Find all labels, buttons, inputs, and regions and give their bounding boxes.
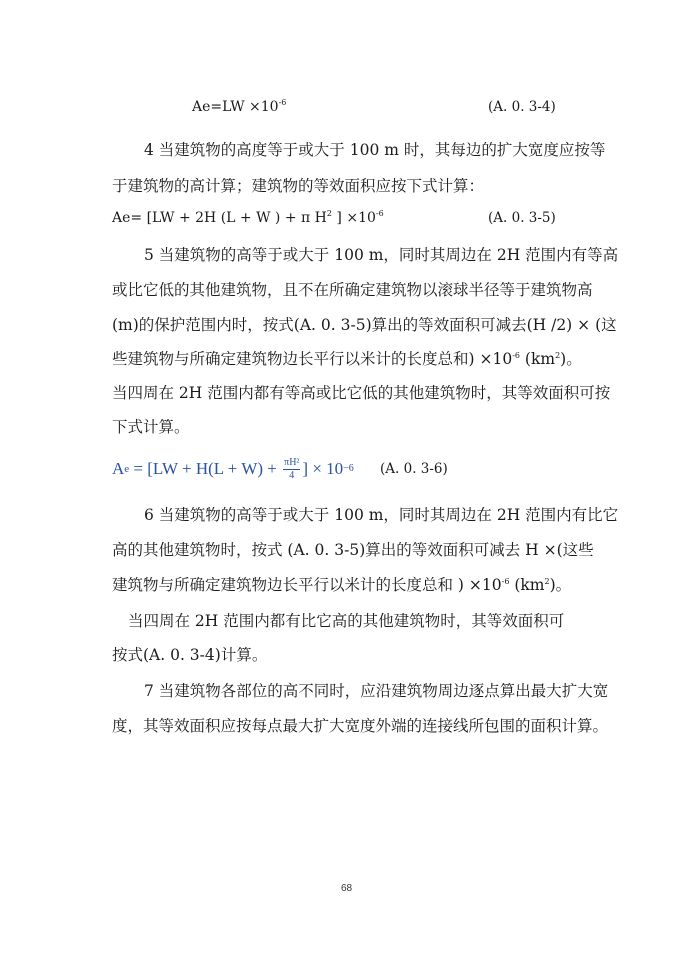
p6-line-3 [112,575,571,595]
formula-a036-body-a: = [LW + H(L + W) + [129,459,282,478]
formula-a034-text: Ae=LW ×10 [192,99,279,115]
p5-line-2: 或比它低的其他建筑物，且不在所确定建筑物以滚球半径等于建筑物高 [112,281,593,299]
formula-a034 [192,97,286,117]
p6-line-3-text: 建筑物与所确定建筑物边长平行以米计的长度总和 ) ×10 [112,576,502,594]
formula-a035-text-a: Ae= [LW + 2H (L + W ) + π H [112,210,327,226]
p5-line-4-text: 些建筑物与所确定建筑物边长平行以米计的长度总和) ×10 [112,350,513,368]
p6-line-1: 6 当建筑物的高等于或大于 100 m，同时其周边在 2H 范围内有比它 [144,506,619,524]
formula-a036-number: (A. 0. 3-6) [380,461,448,477]
p6-line-3-unit-sup: 2 [544,577,550,586]
p5-line-1: 5 当建筑物的高等于或大于 100 m，同时其周边在 2H 范围内有等高 [144,246,619,264]
p6-line-3-unit: (km [509,576,545,594]
formula-a035-text-b: ] ×10 [331,210,376,226]
formula-a036-frac-den: 4 [289,469,295,481]
formula-a034-number: (A. 0. 3-4) [488,99,556,115]
formula-a036-lhs: A [112,459,125,478]
formula-a035-sup-a: 2 [326,209,332,218]
formula-a036-fraction [283,458,300,481]
formula-a036-frac-num: πH² [284,456,300,468]
p5-line-3: (m)的保护范围内时，按式(A. 0. 3-5)算出的等效面积可减去(H /2) × (这 [112,316,617,334]
p5-line-4-unit-sup: 2 [555,351,561,360]
formula-a035-sup-b: -6 [375,209,384,218]
p6-line-4: 当四周在 2H 范围内都有比它高的其他建筑物时，其等效面积可 [128,612,565,630]
p6-line-5: 按式(A. 0. 3-4)计算。 [112,646,268,664]
p7-line-1: 7 当建筑物各部位的高不同时，应沿建筑物周边逐点算出最大扩大宽 [144,682,609,700]
p4-line-2: 于建筑物的高计算；建筑物的等效面积应按下式计算： [112,177,485,195]
formula-a036: A e = [LW + H(L + W) + $\frac{\text{πH²}}{4}$ ] × 10 −6 [112,456,354,481]
p5-line-4 [112,349,582,369]
p5-line-4-unit: (km [519,350,556,368]
formula-a035 [112,208,384,228]
p5-line-4-end: )。 [560,350,582,368]
p5-line-5: 当四周在 2H 范围内都有等高或比它低的其他建筑物时，其等效面积可按 [112,384,611,402]
p6-line-3-sup: -6 [501,577,510,586]
formula-a036-body-b: ] × 10 [302,459,344,478]
p7-line-2: 度，其等效面积应按每点最大扩大宽度外端的连接线所包围的面积计算。 [112,717,609,735]
p4-line-1: 4 当建筑物的高度等于或大于 100 m 时，其每边的扩大宽度应按等 [144,141,606,159]
page-number: 68 [340,883,353,894]
p5-line-4-sup: -6 [512,351,520,360]
p5-line-6: 下式计算。 [112,418,190,436]
formula-a034-exp: -6 [278,98,287,107]
formula-a035-number: (A. 0. 3-5) [488,210,556,226]
formula-a036-lhs-sub: e [124,463,130,475]
p6-line-2: 高的其他建筑物时，按式 (A. 0. 3-5)算出的等效面积可减去 H ×(这些 [112,541,594,559]
p6-line-3-end: )。 [549,576,572,594]
